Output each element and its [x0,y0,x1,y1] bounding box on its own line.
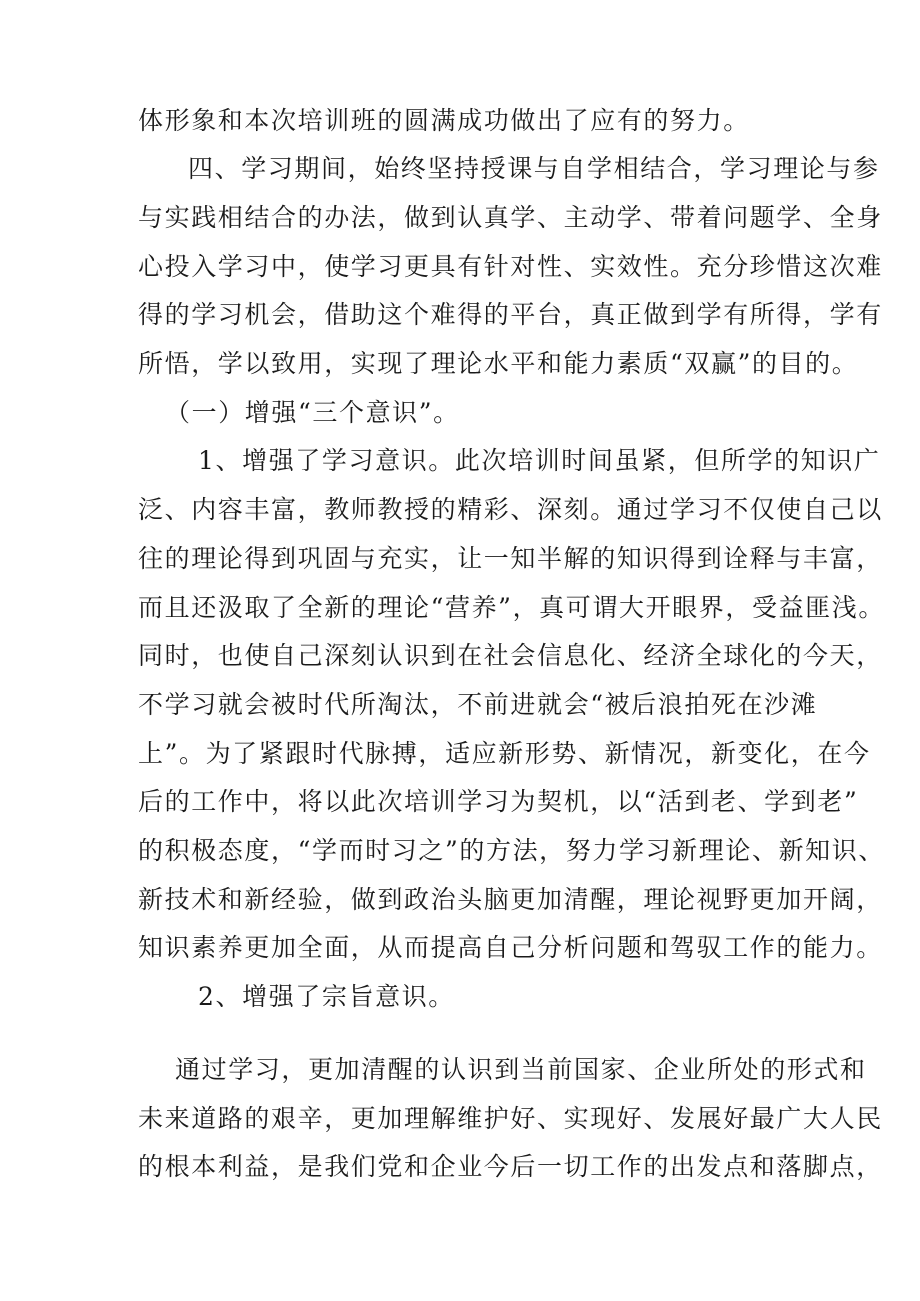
text-line: 新技术和新经验，做到政治头脑更加清醒，理论视野更加开阔， [138,885,883,914]
text-line: 所悟，学以致用，实现了理论水平和能力素质“双赢”的目的。 [138,349,859,378]
section-heading: （一）增强“三个意识”。 [165,398,460,427]
text-line: 而且还汲取了全新的理论“营养”，真可谓大开眼界，受益匪浅。 [138,593,885,622]
section-heading: 2、增强了宗旨意识。 [198,982,455,1011]
text-line: 与实践相结合的办法，做到认真学、主动学、带着问题学、全身 [138,203,883,232]
text-line: 后的工作中，将以此次培训学习为契机，以“活到老、学到老” [138,787,859,816]
text-line: 上”。为了紧跟时代脉搏，适应新形势、新情况，新变化，在今 [138,739,871,768]
text-line: 未来道路的艰辛，更加理解维护好、实现好、发展好最广大人民 [138,1104,883,1133]
text-line: 的积极态度，“学而时习之”的方法，努力学习新理论、新知识、 [138,836,885,865]
text-line: 得的学习机会，借助这个难得的平台，真正做到学有所得，学有 [138,300,883,329]
text-line: 1、增强了学习意识。此次培训时间虽紧，但所学的知识广 [198,446,881,475]
text-line: 四、学习期间，始终坚持授课与自学相结合，学习理论与参 [188,154,880,183]
text-line: 的根本利益，是我们党和企业今后一切工作的出发点和落脚点， [138,1152,883,1181]
text-line: 知识素养更加全面，从而提高自己分析问题和驾驭工作的能力。 [138,933,883,962]
text-line: 泛、内容丰富，教师教授的精彩、深刻。通过学习不仅使自己以 [138,495,883,524]
text-line: 同时，也使自己深刻认识到在社会信息化、经济全球化的今天， [138,641,883,670]
text-line: 心投入学习中，使学习更具有针对性、实效性。充分珍惜这次难 [138,252,883,281]
text-line: 不学习就会被时代所淘汰，不前进就会“被后浪拍死在沙滩 [138,690,818,719]
text-line: 体形象和本次培训班的圆满成功做出了应有的努力。 [138,106,750,135]
text-line: 通过学习，更加清醒的认识到当前国家、企业所处的形式和 [175,1055,867,1084]
text-line: 往的理论得到巩固与充实，让一知半解的知识得到诠释与丰富， [138,544,883,573]
